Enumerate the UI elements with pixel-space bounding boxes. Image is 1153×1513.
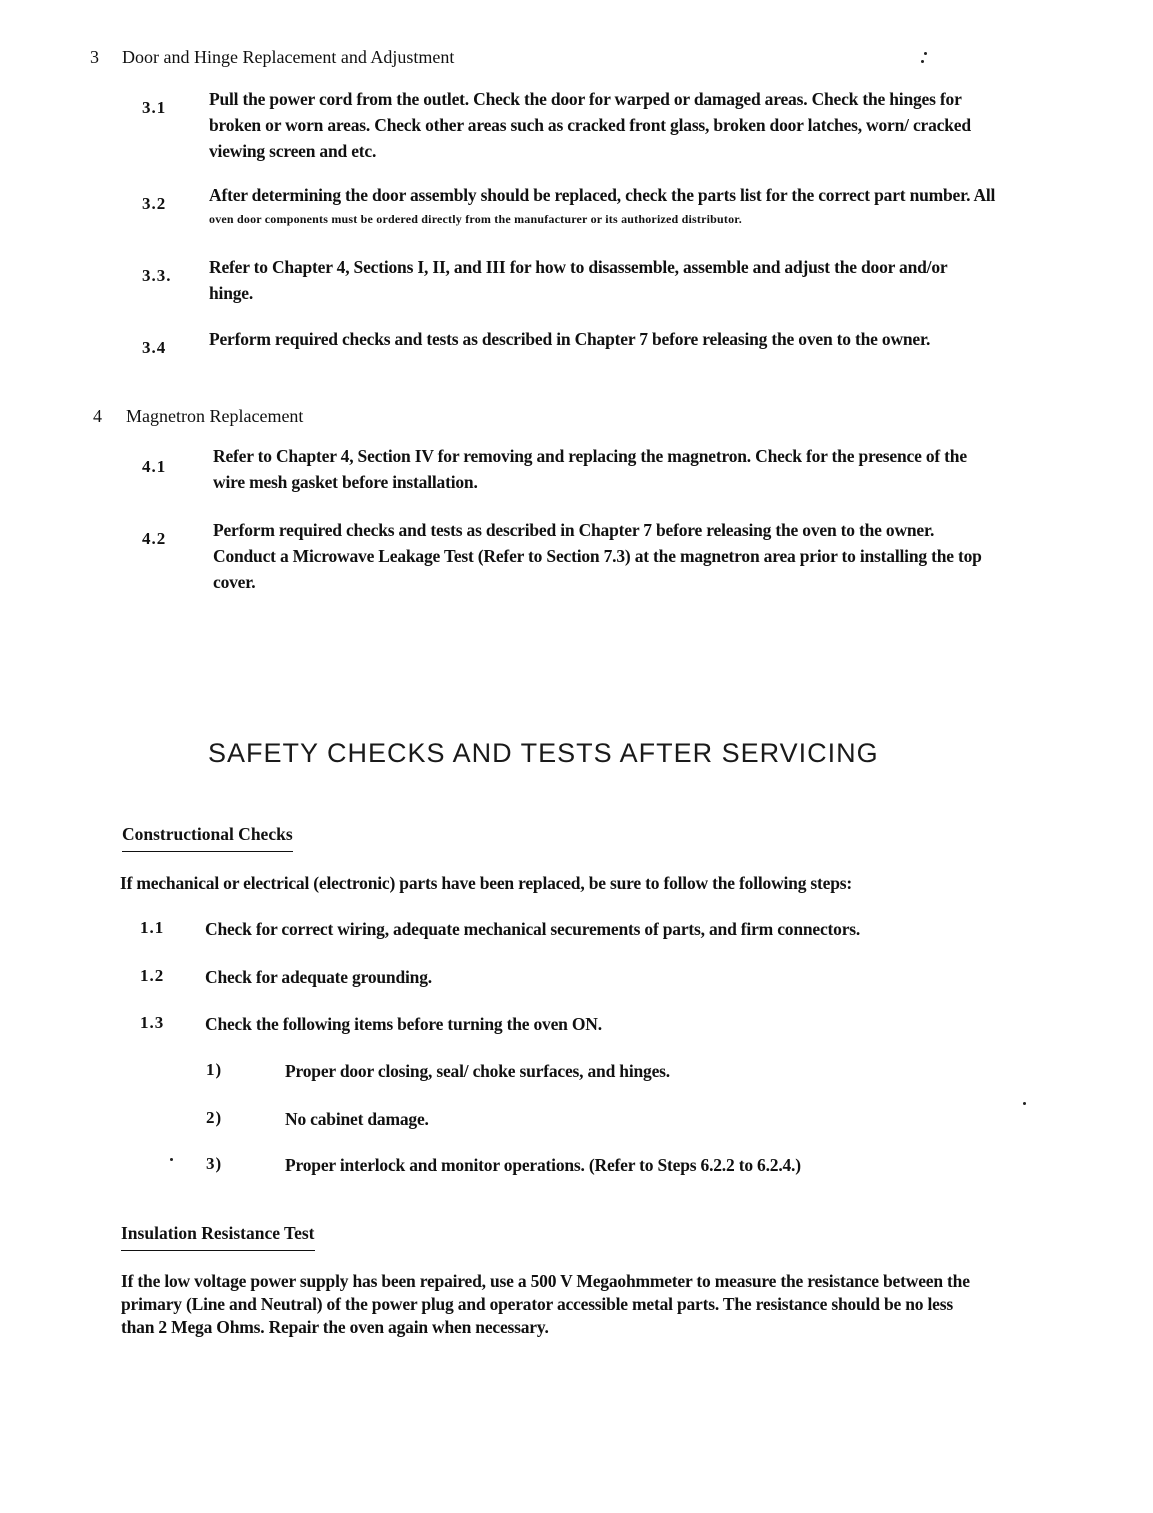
item-3-1-line-1: Pull the power cord from the outlet. Check the door for warped or damaged areas. Check the hinges for	[209, 89, 962, 109]
item-3-1-line-3: viewing screen and etc.	[209, 141, 377, 161]
subitem-3-number: 3)	[206, 1154, 223, 1173]
item-4-2-line-3: cover.	[213, 572, 256, 592]
item-3-4-text	[209, 326, 1089, 352]
subitem-2-text: No cabinet damage.	[285, 1109, 429, 1129]
item-3-1-number: 3.1	[142, 98, 167, 117]
subitem-2-number: 2)	[206, 1108, 223, 1127]
insulation-test-paragraph	[121, 1270, 1081, 1339]
scan-speck	[924, 52, 927, 55]
constructional-intro: If mechanical or electrical (electronic) parts have been replaced, be sure to follow the following steps:	[120, 873, 853, 893]
item-1-1-text: Check for correct wiring, adequate mechanical securements of parts, and firm connectors.	[205, 919, 861, 939]
insulation-test-title: Insulation Resistance Test	[121, 1223, 315, 1251]
subitem-3-text: Proper interlock and monitor operations. (Refer to Steps 6.2.2 to 6.2.4.)	[285, 1155, 801, 1175]
item-4-1-text	[213, 443, 1093, 495]
item-4-2-line-2: Conduct a Microwave Leakage Test (Refer to Section 7.3) at the magnetron area prior to installing the top	[213, 546, 982, 566]
item-3-1-text	[209, 86, 1089, 164]
item-3-3-number: 3.3.	[142, 266, 172, 285]
scan-speck	[921, 60, 924, 63]
item-1-1-number: 1.1	[140, 918, 165, 937]
item-3-3-text	[209, 254, 1089, 306]
item-4-1-line-2: wire mesh gasket before installation.	[213, 472, 478, 492]
insulation-line-1: If the low voltage power supply has been repaired, use a 500 V Megaohmmeter to measure the resistance between the	[121, 1271, 970, 1291]
item-3-4-line-1: Perform required checks and tests as described in Chapter 7 before releasing the oven to the owner.	[209, 329, 931, 349]
item-3-2-small-line: oven door components must be ordered directly from the manufacturer or its authorized distributor.	[209, 212, 742, 226]
insulation-line-3: than 2 Mega Ohms. Repair the oven again when necessary.	[121, 1317, 549, 1337]
item-4-2-text	[213, 517, 1093, 595]
page-heading: SAFETY CHECKS AND TESTS AFTER SERVICING	[208, 738, 879, 768]
scan-speck	[1023, 1102, 1026, 1105]
subitem-1-text: Proper door closing, seal/ choke surfaces, and hinges.	[285, 1061, 670, 1081]
item-3-4-number: 3.4	[142, 338, 167, 357]
item-4-1-number: 4.1	[142, 457, 167, 476]
item-1-3-text: Check the following items before turning the oven ON.	[205, 1014, 602, 1034]
item-3-1-line-2: broken or worn areas. Check other areas such as cracked front glass, broken door latches, worn/ cracked	[209, 115, 971, 135]
item-1-3-number: 1.3	[140, 1013, 165, 1032]
subitem-1-number: 1)	[206, 1060, 223, 1079]
item-1-2-number: 1.2	[140, 966, 165, 985]
item-3-3-line-1: Refer to Chapter 4, Sections I, II, and III for how to disassemble, assemble and adjust the door and/or	[209, 257, 948, 277]
item-3-2-line-1: After determining the door assembly should be replaced, check the parts list for the correct part number. All	[209, 185, 996, 205]
insulation-line-2: primary (Line and Neutral) of the power plug and operator accessible metal parts. The resistance should be no less	[121, 1294, 953, 1314]
item-3-2-number: 3.2	[142, 194, 167, 213]
item-4-1-line-1: Refer to Chapter 4, Section IV for removing and replacing the magnetron. Check for the presence of the	[213, 446, 967, 466]
section-4-number: 4	[93, 406, 102, 426]
item-4-2-line-1: Perform required checks and tests as described in Chapter 7 before releasing the oven to the owner.	[213, 520, 935, 540]
item-1-2-text: Check for adequate grounding.	[205, 967, 432, 987]
item-4-2-number: 4.2	[142, 529, 167, 548]
item-3-3-line-2: hinge.	[209, 283, 254, 303]
section-3-title: Door and Hinge Replacement and Adjustment	[122, 47, 455, 67]
scan-speck	[170, 1158, 173, 1161]
section-4-title: Magnetron Replacement	[126, 406, 304, 426]
constructional-checks-title: Constructional Checks	[122, 824, 293, 852]
section-3-number: 3	[90, 47, 99, 67]
item-3-2-text	[209, 182, 1109, 208]
